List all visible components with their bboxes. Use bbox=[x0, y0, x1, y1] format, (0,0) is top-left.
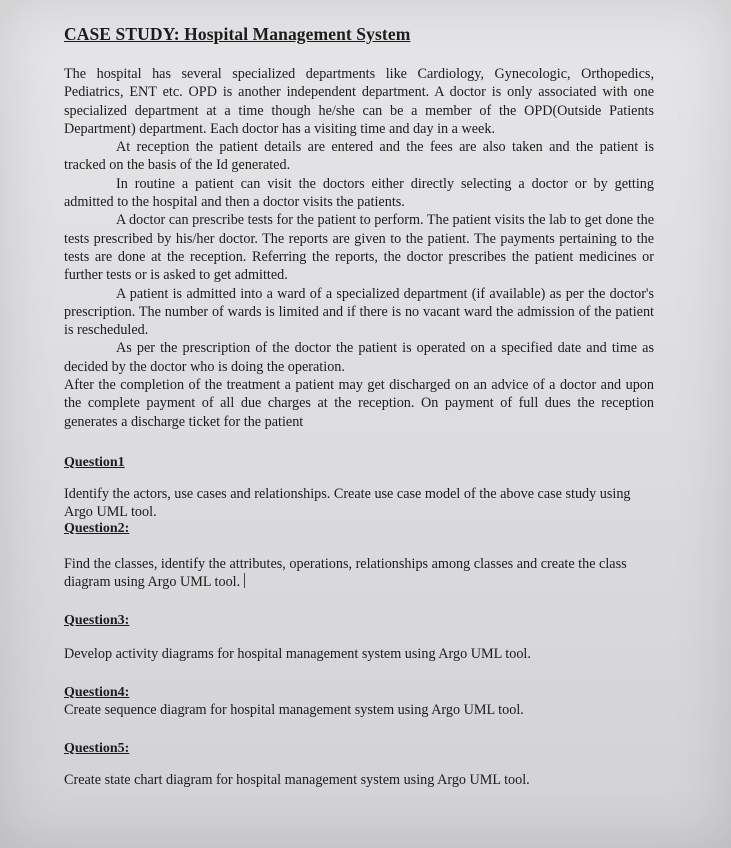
document-title: CASE STUDY: Hospital Management System bbox=[64, 24, 411, 44]
question-4-heading: Question4: bbox=[64, 684, 130, 700]
question-5-heading: Question5: bbox=[64, 740, 130, 756]
question-2-text bbox=[64, 555, 654, 591]
text-cursor bbox=[244, 573, 245, 588]
question-1-heading: Question1 bbox=[64, 454, 125, 470]
paragraph-departments: The hospital has several specialized departments like Cardiology, Gynecologic, Orthopedics, Pediatrics, ENT etc. OPD is another independent department. A doctor is only associated with one specialized department at a time though he/she can be a member of the OPD(Outside Patients Department) department. Each doctor has a visiting time and day in a week. bbox=[64, 66, 654, 137]
paragraph-tests: A doctor can prescribe tests for the patient to perform. The patient visits the lab to get done the tests prescribed by his/her doctor. The reports are given to the patient. The payments pertaining to the tests are done at the reception. Referring the reports, the doctor prescribes the patient medicines or further tests or is asked to get admitted. bbox=[64, 212, 654, 284]
question-3-heading: Question3: bbox=[64, 612, 130, 628]
question-2-text-content: Find the classes, identify the attributes, operations, relationships among classes and create the class diagram using Argo UML tool. bbox=[64, 555, 627, 590]
question-1-text: Identify the actors, use cases and relationships. Create use case model of the above case study using Argo UML tool. bbox=[64, 485, 631, 520]
question-3-text: Develop activity diagrams for hospital management system using Argo UML tool. bbox=[64, 645, 531, 662]
paragraph-discharge: After the completion of the treatment a patient may get discharged on an advice of a doctor and upon the complete payment of all due charges at the reception. On payment of full dues the reception generates a discharge ticket for the patient bbox=[64, 377, 654, 430]
paragraph-routine: In routine a patient can visit the doctors either directly selecting a doctor or by getting admitted to the hospital and then a doctor visits the patients. bbox=[64, 175, 654, 211]
paragraph-operation: As per the prescription of the doctor the patient is operated on a specified date and time as decided by the doctor who is doing the operation. bbox=[64, 340, 654, 375]
question-5-text: Create state chart diagram for hospital management system using Argo UML tool. bbox=[64, 771, 530, 788]
question-4-text: Create sequence diagram for hospital management system using Argo UML tool. bbox=[64, 701, 524, 718]
document-content bbox=[64, 24, 654, 789]
question-2-heading: Question2: bbox=[64, 520, 130, 536]
paragraph-admission: A patient is admitted into a ward of a specialized department (if available) as per the doctor's prescription. The number of wards is limited and if there is no vacant ward the admission of the patient is rescheduled. bbox=[64, 285, 654, 339]
paragraph-reception: At reception the patient details are entered and the fees are also taken and the patient is tracked on the basis of the Id generated. bbox=[64, 139, 654, 174]
